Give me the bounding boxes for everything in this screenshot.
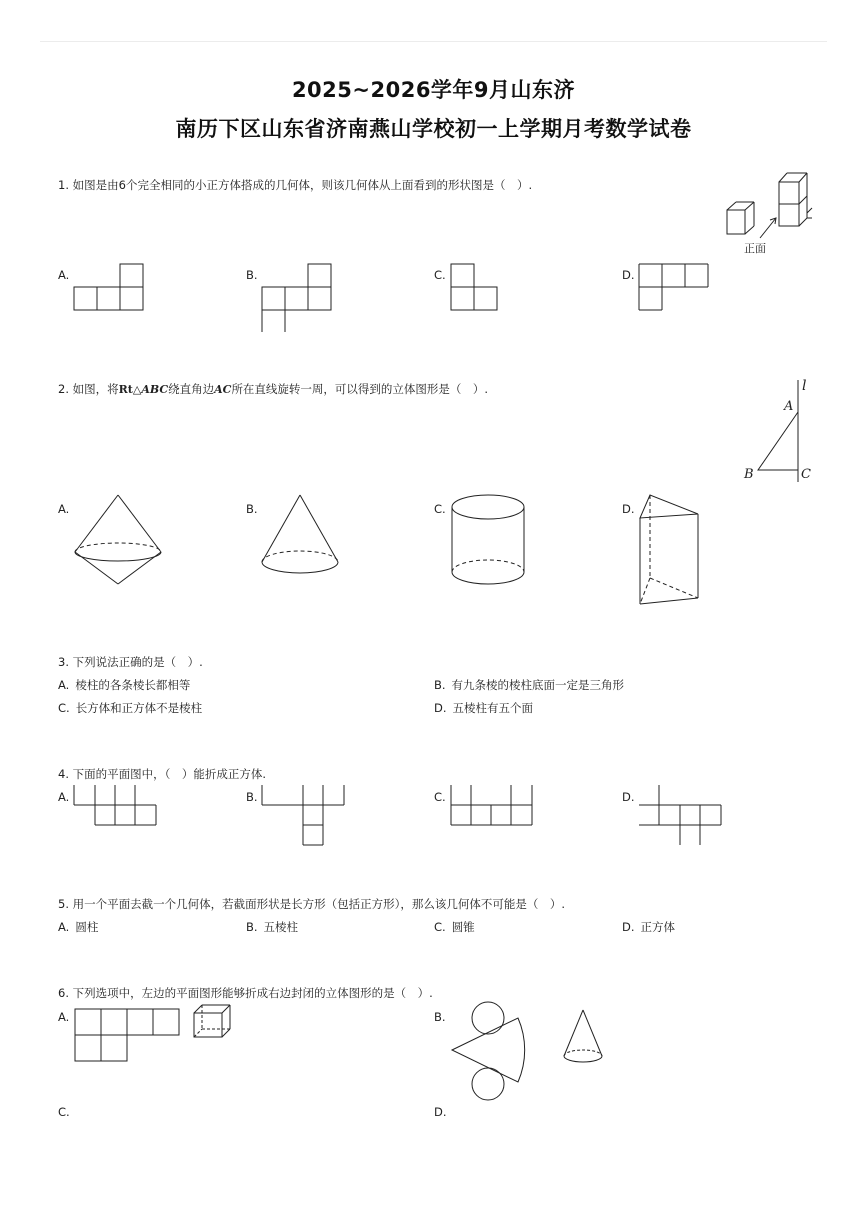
question-4-option-c-net xyxy=(450,784,538,828)
question-2-label-b: B xyxy=(744,467,754,482)
question-1-option-a-label[interactable]: A. xyxy=(58,268,70,282)
question-1-front-caption: 正面 xyxy=(744,242,766,255)
question-5-option-b-text: 五棱柱 xyxy=(263,920,299,934)
question-3-option-d[interactable] xyxy=(434,701,533,715)
question-2-option-c-label[interactable]: C. xyxy=(434,502,446,516)
question-2-text-suffix: 所在直线旋转一周，可以得到的立体图形是（ ）. xyxy=(231,382,489,396)
question-3-option-b[interactable] xyxy=(434,678,624,692)
header-rule xyxy=(40,41,827,42)
question-3-option-a-text: 棱柱的各条棱长都相等 xyxy=(75,678,191,692)
question-2-label-l: l xyxy=(802,378,807,394)
question-6-option-d-label[interactable]: D. xyxy=(434,1105,447,1119)
question-1-option-d-figure xyxy=(638,263,712,313)
question-6-option-b-label[interactable]: B. xyxy=(434,1010,446,1024)
page-title-line-1: 2025~2026学年9月山东济 xyxy=(291,78,576,102)
question-5-option-c-text: 圆锥 xyxy=(451,920,475,934)
question-4-option-b-label[interactable]: B. xyxy=(246,790,258,804)
question-3-option-b-text: 有九条棱的棱柱底面一定是三角形 xyxy=(451,678,625,692)
question-2-triangle-figure xyxy=(740,374,820,486)
question-1-option-b-label[interactable]: B. xyxy=(246,268,258,282)
question-1-option-b-figure xyxy=(261,263,335,335)
question-5-option-a-text: 圆柱 xyxy=(75,920,99,934)
question-2-option-c-cylinder xyxy=(449,492,527,588)
question-2-label-c: C xyxy=(801,467,811,482)
question-5-text: 5. 用一个平面去截一个几何体，若截面形状是长方形（包括正方形），那么该几何体不可能是（ ）. xyxy=(58,897,566,911)
question-4-option-d-label[interactable]: D. xyxy=(622,790,635,804)
question-3-option-a[interactable] xyxy=(58,678,190,692)
question-5-option-c-letter: C. xyxy=(434,920,446,934)
question-5-option-a[interactable] xyxy=(58,920,98,934)
question-1-text: 1. 如图是由6个完全相同的小正方体搭成的几何体，则该几何体从上面看到的形状图是（ ）. xyxy=(58,178,533,192)
question-4-option-b-net xyxy=(261,784,349,848)
question-1-option-c-figure xyxy=(450,263,502,313)
question-4-option-c-label[interactable]: C. xyxy=(434,790,446,804)
question-6-option-a-label[interactable]: A. xyxy=(58,1010,70,1024)
question-1-option-a-figure xyxy=(73,263,147,313)
question-2-option-b-label[interactable]: B. xyxy=(246,502,258,516)
question-5-option-c[interactable] xyxy=(434,920,475,934)
question-5-option-d-letter: D. xyxy=(622,920,635,934)
question-4-option-a-label[interactable]: A. xyxy=(58,790,70,804)
question-2-math-triangle: △ABC xyxy=(132,383,169,396)
question-3-option-a-letter: A. xyxy=(58,678,70,692)
question-3-option-b-letter: B. xyxy=(434,678,446,692)
question-3-option-d-letter: D. xyxy=(434,701,447,715)
question-2-option-d-prism xyxy=(636,492,704,608)
question-5-option-b-letter: B. xyxy=(246,920,258,934)
question-2-text xyxy=(58,382,488,397)
question-2-math-ac: AC xyxy=(214,383,232,396)
question-3-option-d-text: 五棱柱有五个面 xyxy=(452,701,534,715)
question-2-math-rt: Rt xyxy=(118,383,133,396)
question-5-option-d-text: 正方体 xyxy=(640,920,676,934)
question-6-option-c-label[interactable]: C. xyxy=(58,1105,70,1119)
question-2-option-a-double-cone xyxy=(72,492,164,588)
question-2-text-prefix: 2. 如图，将 xyxy=(58,382,119,396)
question-5-option-a-letter: A. xyxy=(58,920,70,934)
question-6-text: 6. 下列选项中，左边的平面图形能够折成右边封闭的立体图形的是（ ）. xyxy=(58,986,433,1000)
question-3-option-c-letter: C. xyxy=(58,701,70,715)
question-2-option-d-label[interactable]: D. xyxy=(622,502,635,516)
question-2-option-b-cone xyxy=(258,492,342,582)
page-title-line-2: 南历下区山东省济南燕山学校初一上学期月考数学试卷 xyxy=(175,117,692,141)
question-1-option-d-label[interactable]: D. xyxy=(622,268,635,282)
question-1-cube-figure xyxy=(722,168,818,256)
question-2-label-a: A xyxy=(784,399,794,414)
question-5-option-b[interactable] xyxy=(246,920,298,934)
question-1-option-c-label[interactable]: C. xyxy=(434,268,446,282)
question-4-text: 4. 下面的平面图中，（ ）能折成正方体. xyxy=(58,767,267,781)
question-6-option-b-figure xyxy=(446,998,616,1102)
question-3-text: 3. 下列说法正确的是（ ）. xyxy=(58,655,203,669)
question-3-option-c[interactable] xyxy=(58,701,202,715)
question-3-option-c-text: 长方体和正方体不是棱柱 xyxy=(75,701,203,715)
question-4-option-d-net xyxy=(638,784,728,848)
question-6-option-a-figure xyxy=(73,1003,241,1065)
question-2-text-mid: 绕直角边 xyxy=(168,382,215,396)
question-4-option-a-net xyxy=(73,784,161,828)
question-2-option-a-label[interactable]: A. xyxy=(58,502,70,516)
question-5-option-d[interactable] xyxy=(622,920,675,934)
